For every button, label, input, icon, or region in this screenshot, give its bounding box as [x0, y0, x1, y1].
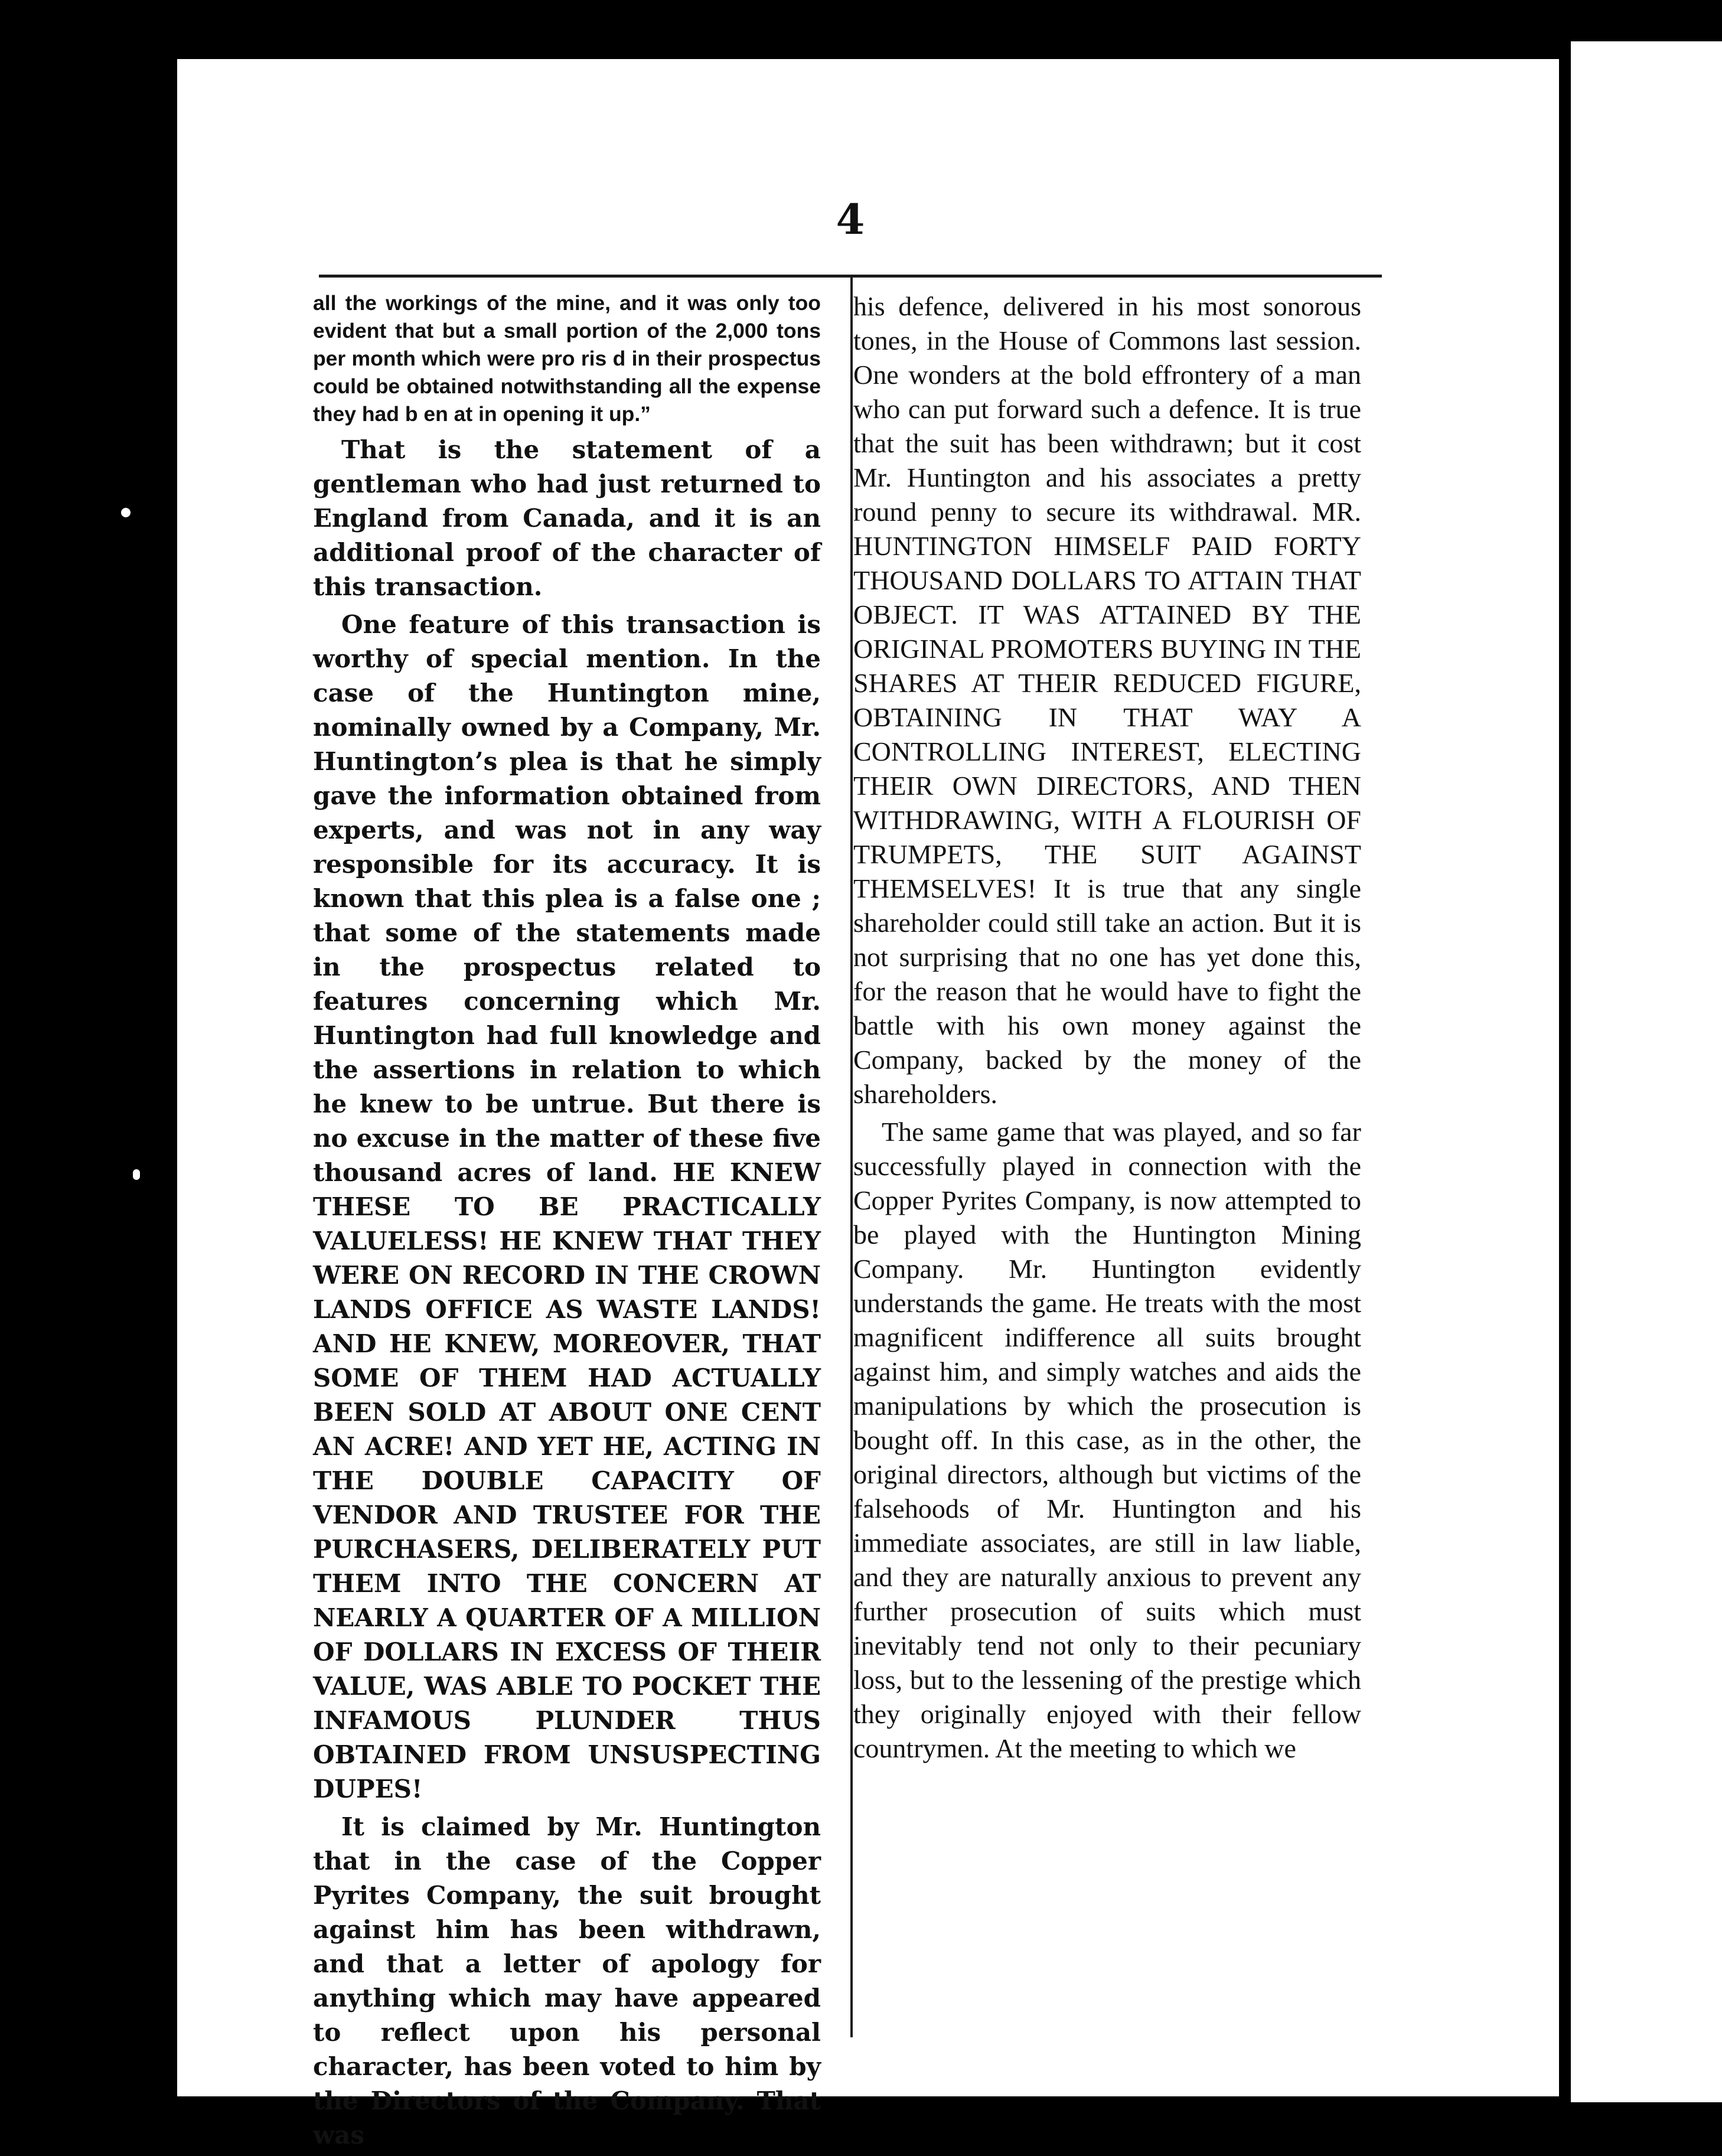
document-page: [177, 59, 1559, 2150]
quoted-passage: all the workings of the mine, and it was only too evident that but a small portion of the 2,000 tons per month which were pro ris d in their prospectus could be obtained notwithstanding all the expense they had b en at in opening it up.”: [313, 291, 821, 426]
scan-speck: [121, 508, 131, 517]
page-number: 4: [836, 195, 865, 244]
scan-speck: [133, 1169, 140, 1180]
paragraph: his defence, delivered in his most sonorous tones, in the House of Commons last session. One wonders at the bold effrontery of a man who can put forward such a defence. It is true that the suit has been withdrawn; but it cost Mr. Huntington and his associates a pretty round penny to secure its withdrawal. MR. HUNTINGTON HIMSELF PAID FORTY THOUSAND DOLLARS TO ATTAIN THAT OBJECT. IT WAS ATTAINED BY THE ORIGINAL PROMOTERS BUYING IN THE SHARES AT THEIR REDUCED FIGURE, OBTAINING IN THAT WAY A CONTROLLING INTEREST, ELECTING THEIR OWN DIRECTORS, AND THEN WITHDRAWING, WITH A FLOURISH OF TRUMPETS, THE SUIT AGAINST THEMSELVES! It is true that any single shareholder could still take an action. But it is not surprising that no one has yet done this, for the reason that he would have to fight the battle with his own money against the Company, backed by the money of the shareholders.: [853, 291, 1361, 1109]
paragraph: One feature of this transaction is worthy of special mention. In the case of the Huntington mine, nominally owned by a Company, Mr. Huntington’s plea is that he simply gave the information obtained from experts, and was not in any way responsible for its accuracy. It is known that this plea is a false one ; that some of the statements made in the prospectus related to features concerning which Mr. Huntington had full knowledge and the assertions in relation to which he knew to be untrue. But there is no excuse in the matter of these five thousand acres of land. HE KNEW THESE TO BE PRACTICALLY VALUELESS! HE KNEW THAT THEY WERE ON RECORD IN THE CROWN LANDS OFFICE AS WASTE LANDS! AND HE KNEW, MOREOVER, THAT SOME OF THEM HAD ACTUALLY BEEN SOLD AT ABOUT ONE CENT AN ACRE! AND YET HE, ACTING IN THE DOUBLE CAPACITY OF VENDOR AND TRUSTEE FOR THE PURCHASERS, DELIBERATELY PUT THEM INTO THE CONCERN AT NEARLY A QUARTER OF A MILLION OF DOLLARS IN EXCESS OF THEIR VALUE, WAS ABLE TO POCKET THE INFAMOUS PLUNDER THUS OBTAINED FROM UNSUSPECTING DUPES!: [313, 610, 821, 1803]
paragraph: It is claimed by Mr. Huntington that in the case of the Copper Pyrites Company, the suit brought against him has been withdrawn, and that a letter of apology for anything which may have appeared to reflect upon his personal character, has been voted to him by the Directors of the Company. That was: [313, 1812, 821, 2150]
paragraph: That is the statement of a gentleman who had just returned to England from Canada, and it is an additional proof of the character of this transaction.: [313, 435, 821, 601]
column-rule: [850, 278, 853, 2037]
left-column: [313, 289, 821, 2156]
adjacent-page-edge: [1571, 41, 1722, 2102]
right-column: [853, 289, 1361, 1769]
paragraph: The same game that was played, and so far successfully played in connection with the Copper Pyrites Company, is now attempted to be played with the Huntington Mining Company. Mr. Huntington evidently understands the game. He treats with the most magnificent indifference all suits brought against him, and simply watches and aids the manipulations by which the prosecution is bought off. In this case, as in the other, the original directors, although but victims of the falsehoods of Mr. Huntington and his immediate associates, are still in law liable, and they are naturally anxious to prevent any further prosecution of suits which must inevitably tend not only to their pecuniary loss, but to the lessening of the prestige which they originally enjoyed with their fellow countrymen. At the meeting to which we: [853, 1117, 1361, 1763]
